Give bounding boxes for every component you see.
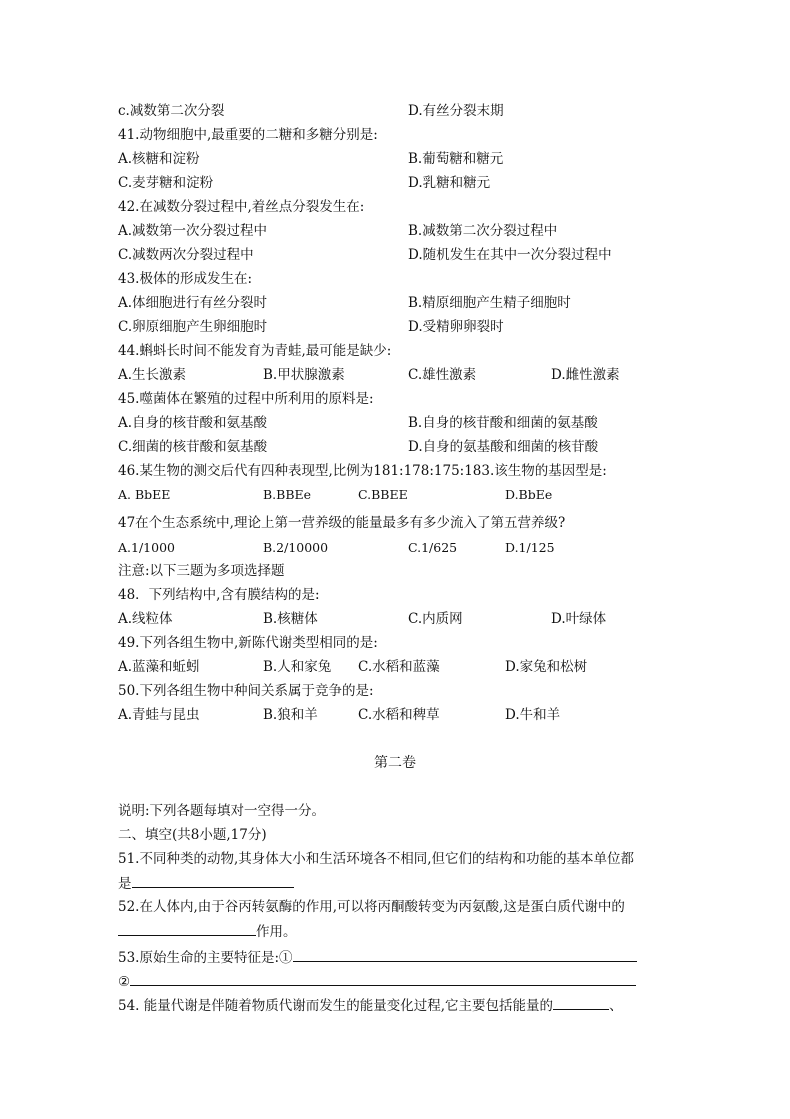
q50-option-c: C.水稻和稗草 xyxy=(358,707,440,723)
q42-option-c: C.减数两次分裂过程中 xyxy=(118,247,254,263)
q41-option-b: B.葡萄糖和糖元 xyxy=(408,151,504,167)
q41-stem: 41.动物细胞中,最重要的二糖和多糖分别是: xyxy=(118,127,378,143)
q50-option-d: D.牛和羊 xyxy=(505,707,561,723)
q53-item2-marker: ② xyxy=(118,974,131,990)
q45-stem: 45.噬菌体在繁殖的过程中所利用的原料是: xyxy=(118,391,374,407)
q52-line2 xyxy=(118,922,297,941)
q46-stem: 46.某生物的测交后代有四种表现型,比例为181:178:175:183.该生物的基因型是: xyxy=(118,463,607,479)
q41-option-c: C.麦芽糖和淀粉 xyxy=(118,175,214,191)
q43-option-d: D.受精卵卵裂时 xyxy=(408,319,504,335)
q49-option-d: D.家兔和松树 xyxy=(505,659,588,675)
q49-option-b: B.人和家兔 xyxy=(263,659,332,675)
q53-blank-1[interactable] xyxy=(293,948,637,962)
q44-option-a: A.生长激素 xyxy=(118,367,187,383)
q46-option-a: A. BbEE xyxy=(118,487,171,502)
q51-blank[interactable] xyxy=(132,874,294,888)
q45-option-b: B.自身的核苷酸和细菌的氨基酸 xyxy=(408,415,598,431)
q43-option-b: B.精原细胞产生精子细胞时 xyxy=(408,295,571,311)
q41-option-a: A.核糖和淀粉 xyxy=(118,151,200,167)
q42-option-d: D.随机发生在其中一次分裂过程中 xyxy=(408,247,612,263)
q52-suffix: 作用。 xyxy=(256,924,297,940)
q46-option-b: B.BBEe xyxy=(263,487,312,502)
q48-option-d: D.叶绿体 xyxy=(551,611,607,627)
fill-in-part-heading: 二、填空(共8小题,17分) xyxy=(118,827,267,843)
q47-option-b: B.2/10000 xyxy=(263,540,329,555)
q51-prefix: 是 xyxy=(118,876,132,892)
q49-option-a: A.蓝藻和蚯蚓 xyxy=(118,659,200,675)
q43-stem: 43.极体的形成发生在: xyxy=(118,271,253,287)
q53-line1 xyxy=(118,948,637,967)
q54-text: 54. 能量代谢是伴随着物质代谢而发生的能量变化过程,它主要包括能量的 xyxy=(118,998,554,1014)
q54-line1 xyxy=(118,996,623,1015)
q50-stem: 50.下列各组生物中种间关系属于竞争的是: xyxy=(118,683,374,699)
q51-line1: 51.不同种类的动物,其身体大小和生活环境各不相同,但它们的结构和功能的基本单位都 xyxy=(118,851,635,867)
q40-option-d: D.有丝分裂末期 xyxy=(408,103,504,119)
q47-stem: 47在个生态系统中,理论上第一营养级的能量最多有多少流入了第五营养级? xyxy=(118,515,566,531)
q44-option-d: D.雌性激素 xyxy=(551,367,620,383)
q47-option-c: C.1/625 xyxy=(408,540,458,555)
q54-blank-1[interactable] xyxy=(553,996,609,1010)
q52-line1: 52.在人体内,由于谷丙转氨酶的作用,可以将丙酮酸转变为丙氨酸,这是蛋白质代谢中的 xyxy=(118,899,625,915)
q48-stem: 48．下列结构中,含有膜结构的是: xyxy=(118,587,320,603)
q42-option-a: A.减数第一次分裂过程中 xyxy=(118,223,268,239)
q44-stem: 44.蝌蚪长时间不能发育为青蛙,最可能是缺少: xyxy=(118,343,392,359)
q40-option-c: c.减数第二次分裂 xyxy=(118,103,225,119)
q45-option-d: D.自身的氨基酸和细菌的核苷酸 xyxy=(408,439,599,455)
q43-option-c: C.卵原细胞产生卵细胞时 xyxy=(118,319,268,335)
q48-option-a: A.线粒体 xyxy=(118,611,173,627)
q45-option-a: A.自身的核苷酸和氨基酸 xyxy=(118,415,268,431)
q51-line2 xyxy=(118,874,294,893)
q45-option-c: C.细菌的核苷酸和氨基酸 xyxy=(118,439,268,455)
q54-tail: 、 xyxy=(609,998,623,1014)
q47-option-d: D.1/125 xyxy=(505,540,555,555)
q49-stem: 49.下列各组生物中,新陈代谢类型相同的是: xyxy=(118,635,378,651)
q46-option-d: D.BbEe xyxy=(505,487,553,502)
section-instructions: 说明:下列各题每填对一空得一分。 xyxy=(118,803,326,819)
q42-option-b: B.减数第二次分裂过程中 xyxy=(408,223,558,239)
q44-option-b: B.甲状腺激素 xyxy=(263,367,345,383)
q50-option-a: A.青蛙与昆虫 xyxy=(118,707,200,723)
q48-option-b: B.核糖体 xyxy=(263,611,318,627)
section-title: 第二卷 xyxy=(374,755,416,771)
q49-option-c: C.水稻和蓝藻 xyxy=(358,659,440,675)
q46-option-c: C.BBEE xyxy=(358,487,408,502)
q53-blank-2[interactable] xyxy=(130,972,636,986)
q53-line2 xyxy=(118,972,636,991)
q48-option-c: C.内质网 xyxy=(408,611,463,627)
q53-prefix: 53.原始生命的主要特征是:① xyxy=(118,950,293,966)
q44-option-c: C.雄性激素 xyxy=(408,367,477,383)
q43-option-a: A.体细胞进行有丝分裂时 xyxy=(118,295,268,311)
q50-option-b: B.狼和羊 xyxy=(263,707,318,723)
q47-option-a: A.1/1000 xyxy=(118,540,175,555)
q52-blank[interactable] xyxy=(118,922,256,936)
q41-option-d: D.乳糖和糖元 xyxy=(408,175,491,191)
q42-stem: 42.在减数分裂过程中,着丝点分裂发生在: xyxy=(118,199,365,215)
multi-choice-note: 注意:以下三题为多项选择题 xyxy=(118,563,285,579)
